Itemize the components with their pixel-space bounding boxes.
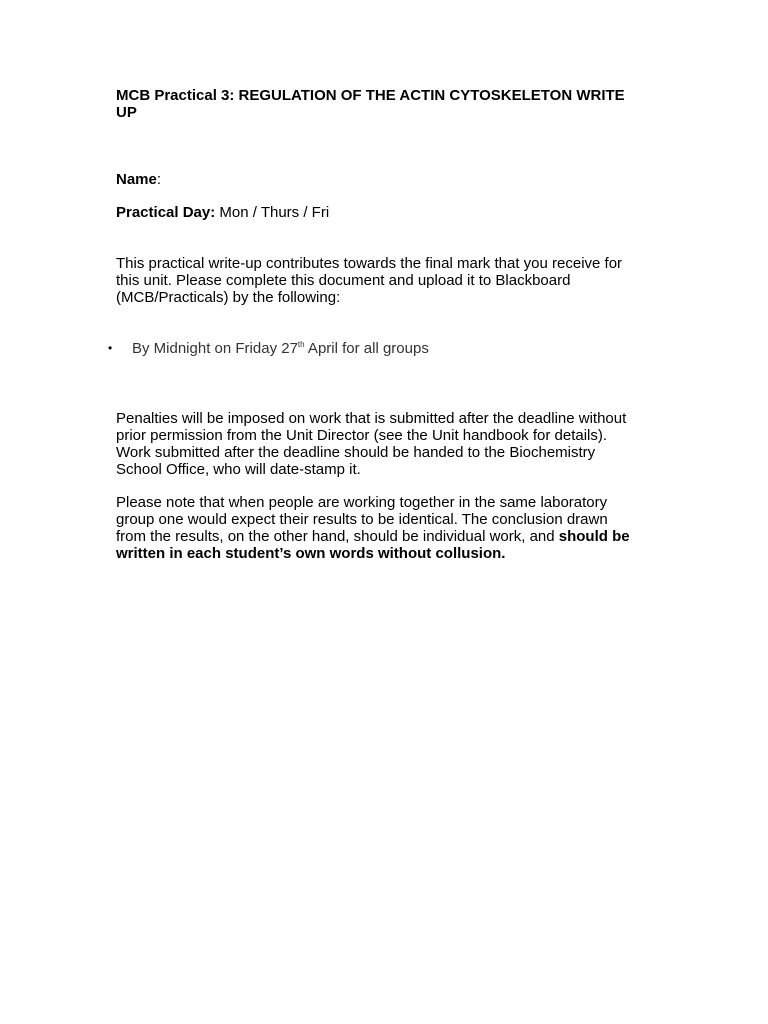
deadline-ordinal-suffix: th [297, 340, 305, 349]
practical-day-line [116, 204, 329, 221]
penalties-line-2: prior permission from the Unit Director (see the Unit handbook for details). [116, 427, 608, 444]
collusion-line-3: from the results, on the other hand, should be individual work, and [116, 528, 559, 545]
penalties-line-4: School Office, who will date-stamp it. [116, 461, 361, 478]
collusion-line-1: Please note that when people are working together in the same laboratory [116, 494, 608, 511]
bullet-icon: • [108, 341, 113, 355]
title-line-2: UP [116, 104, 137, 121]
name-colon: : [156, 171, 162, 188]
intro-line-3: (MCB/Practicals) by the following: [116, 289, 341, 306]
practical-day-options: Mon / Thurs / Fri [215, 204, 330, 221]
intro-paragraph [116, 255, 656, 306]
practical-day-label: Practical Day: [116, 204, 216, 221]
deadline-text: By Midnight on Friday 27 [132, 340, 298, 357]
intro-line-1: This practical write-up contributes towards the final mark that you receive for [116, 255, 623, 272]
document-page [108, 87, 656, 562]
name-field-line [116, 171, 161, 188]
name-label: Name [116, 171, 157, 188]
collusion-line-2: group one would expect their results to be identical. The conclusion drawn [116, 511, 608, 528]
list-item [108, 340, 656, 357]
document-title [116, 87, 656, 121]
penalties-line-1: Penalties will be imposed on work that is submitted after the deadline without [116, 410, 627, 427]
deadline-text-end: April for all groups [304, 340, 429, 357]
collusion-warning-start: should be [558, 528, 630, 545]
penalties-line-3: Work submitted after the deadline should be handed to the Biochemistry [116, 444, 596, 461]
intro-line-2: this unit. Please complete this document and upload it to Blackboard [116, 272, 571, 289]
title-line-1: MCB Practical 3: REGULATION OF THE ACTIN CYTOSKELETON WRITE [116, 87, 625, 104]
collusion-warning-end: written in each student’s own words without collusion. [116, 545, 506, 562]
collusion-paragraph [116, 494, 656, 562]
penalties-paragraph [116, 410, 656, 478]
deadline-list [108, 340, 656, 357]
